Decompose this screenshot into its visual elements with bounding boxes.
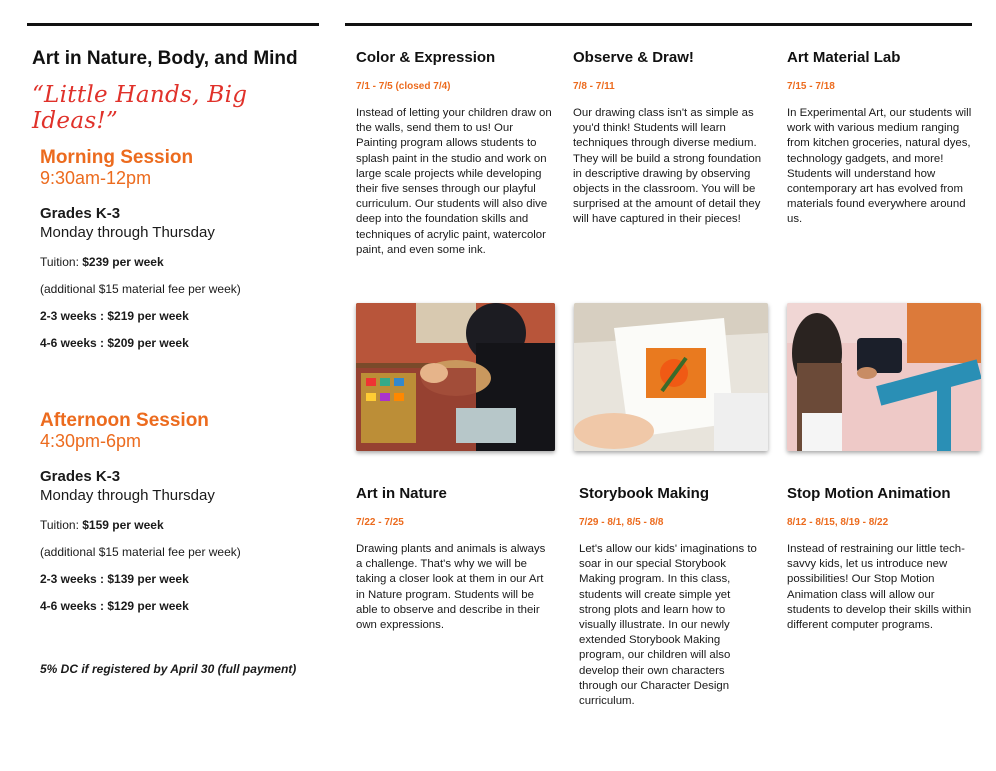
left-top-rule [27, 23, 319, 26]
afternoon-tuition-label: Tuition: [40, 518, 79, 532]
afternoon-session-time: 4:30pm-6pm [40, 431, 142, 451]
morning-days: Monday through Thursday [40, 224, 215, 241]
program-title: Observe & Draw! [573, 49, 694, 66]
right-top-rule [345, 23, 972, 26]
photo-drawing-class [574, 303, 768, 451]
program-card-art-in-nature [356, 485, 552, 633]
program-title: Art Material Lab [787, 49, 901, 66]
photo-painting-class [356, 303, 555, 451]
program-dates: 7/8 - 7/11 [573, 81, 615, 92]
morning-tuition-label: Tuition: [40, 255, 79, 269]
program-card-stop-motion [787, 485, 973, 633]
program-description: Instead of letting your children draw on the walls, send them to us! Our Painting program allows students to splash paint in the studio and work on large scale projects while developing their five senses through our playful curriculum. Our students will also dive deep into the foundation skills and techniques of acrylic paint, watercolor paint, and even some ink. [356, 107, 552, 256]
drawing-photo-illustration [574, 303, 768, 451]
program-dates: 7/1 - 7/5 (closed 7/4) [356, 81, 451, 92]
program-dates: 8/12 - 8/15, 8/19 - 8/22 [787, 517, 889, 528]
afternoon-rate-2-3: 2-3 weeks : $139 per week [40, 572, 189, 586]
tagline: “Little Hands, Big Ideas!” [32, 82, 248, 134]
program-title: Stop Motion Animation [787, 485, 951, 502]
page-title: Art in Nature, Body, and Mind [32, 48, 298, 69]
program-description: Instead of restraining our little tech-savvy kids, let us introduce new possibilities! Our Stop Motion Animation class will allow our students to develop their skills within different computer programs. [787, 543, 972, 632]
program-card-observe-draw [573, 49, 773, 228]
program-description: Drawing plants and animals is always a challenge. That's why we will be taking a closer look at them in our Art in Nature program. Students will be able to observe and describe in their own expressions. [356, 543, 546, 632]
morning-session [40, 147, 320, 350]
morning-rate-2-3: 2-3 weeks : $219 per week [40, 309, 189, 323]
header [32, 48, 322, 134]
afternoon-session-title: Afternoon Session [40, 410, 209, 431]
program-card-art-material-lab [787, 49, 973, 228]
program-dates: 7/15 - 7/18 [787, 81, 835, 92]
program-dates: 7/29 - 8/1, 8/5 - 8/8 [579, 517, 664, 528]
afternoon-rate-4-6: 4-6 weeks : $129 per week [40, 599, 189, 613]
afternoon-tuition [40, 518, 320, 532]
morning-material-fee: (additional $15 material fee per week) [40, 282, 241, 296]
painting-photo-illustration [356, 303, 555, 451]
program-card-storybook-making [579, 485, 765, 709]
program-title: Art in Nature [356, 485, 447, 502]
program-title: Storybook Making [579, 485, 710, 502]
morning-rate-4-6: 4-6 weeks : $209 per week [40, 336, 189, 350]
program-title: Color & Expression [356, 49, 496, 66]
afternoon-session [40, 410, 320, 613]
program-description: Let's allow our kids' imaginations to soar in our special Storybook Making program. In this class, students will create simple yet strong plots and learn how to visually illustrate. In our newly extended Storybook Making program, our children will also develop their own characters through our Character Design curriculum. [579, 543, 757, 708]
morning-grades: Grades K-3 [40, 205, 121, 222]
discount-note: 5% DC if registered by April 30 (full payment) [40, 662, 297, 676]
morning-tuition-value: $239 per week [82, 255, 164, 269]
afternoon-material-fee: (additional $15 material fee per week) [40, 545, 241, 559]
afternoon-days: Monday through Thursday [40, 487, 215, 504]
afternoon-tuition-value: $159 per week [82, 518, 164, 532]
afternoon-grades: Grades K-3 [40, 468, 121, 485]
photo-material-lab [787, 303, 981, 451]
program-description: Our drawing class isn't as simple as you'd think! Students will learn techniques through diverse medium. They will be build a strong foundation in descriptive drawing by observing objects in the classroom. You will be surprised at the amount of detail they will have captured in their pieces! [573, 107, 762, 226]
morning-tuition [40, 255, 320, 269]
morning-session-time: 9:30am-12pm [40, 168, 152, 188]
program-dates: 7/22 - 7/25 [356, 517, 404, 528]
morning-session-title: Morning Session [40, 147, 194, 168]
program-description: In Experimental Art, our students will work with various medium ranging from kitchen groceries, natural dyes, technology gadgets, and more! Students will understand how contemporary art has evolved from materials found everywhere around us. [787, 107, 972, 226]
material-lab-photo-illustration [787, 303, 981, 451]
program-card-color-expression [356, 49, 552, 258]
